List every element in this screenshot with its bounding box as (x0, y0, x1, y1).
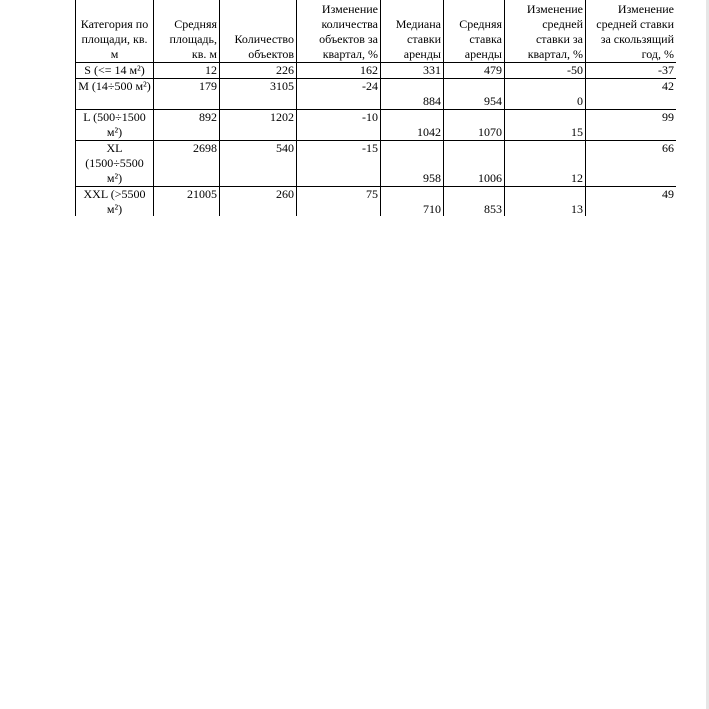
cell-category: L (500÷1500 м²) (76, 110, 154, 141)
cell-category: S (<= 14 м²) (76, 63, 154, 79)
cell-rate-change-quarter: 15 (505, 110, 586, 141)
cell-rate-change-quarter: 13 (505, 187, 586, 217)
cell-count-change: -24 (297, 79, 381, 110)
cell-median-rate: 958 (381, 141, 444, 187)
cell-category: XXL (>5500 м²) (76, 187, 154, 217)
cell-average-rate: 479 (444, 63, 505, 79)
table-row (76, 187, 677, 217)
cell-rate-change-quarter: 0 (505, 79, 586, 110)
cell-rate-change-year: 49 (586, 187, 677, 217)
cell-count-change: -15 (297, 141, 381, 187)
cell-count-change: 75 (297, 187, 381, 217)
cell-average-rate: 853 (444, 187, 505, 217)
header-average-area: Средняя площадь, кв. м (154, 0, 220, 63)
header-rate-change-quarter: Изменение средней ставки за квартал, % (505, 0, 586, 63)
cell-median-rate: 884 (381, 79, 444, 110)
cell-object-count: 3105 (220, 79, 297, 110)
header-object-count: Количество объектов (220, 0, 297, 63)
cell-average-area: 179 (154, 79, 220, 110)
rental-rates-table (75, 0, 676, 216)
cell-median-rate: 331 (381, 63, 444, 79)
cell-object-count: 1202 (220, 110, 297, 141)
cell-average-area: 2698 (154, 141, 220, 187)
cell-average-rate: 1070 (444, 110, 505, 141)
cell-category: XL (1500÷5500 м²) (76, 141, 154, 187)
cell-category: M (14÷500 м²) (76, 79, 154, 110)
header-average-rate: Средняя ставка аренды (444, 0, 505, 63)
cell-average-area: 12 (154, 63, 220, 79)
cell-average-rate: 954 (444, 79, 505, 110)
header-rate-change-year: Изменение средней ставки за скользящий год, % (586, 0, 677, 63)
cell-median-rate: 710 (381, 187, 444, 217)
table-viewport (75, 0, 676, 216)
cell-object-count: 540 (220, 141, 297, 187)
table-header-row (76, 0, 677, 63)
cell-median-rate: 1042 (381, 110, 444, 141)
cell-rate-change-year: 42 (586, 79, 677, 110)
table-row (76, 141, 677, 187)
table-row (76, 63, 677, 79)
cell-rate-change-year: 66 (586, 141, 677, 187)
cell-rate-change-year: -37 (586, 63, 677, 79)
cell-object-count: 226 (220, 63, 297, 79)
cell-rate-change-quarter: -50 (505, 63, 586, 79)
cell-count-change: 162 (297, 63, 381, 79)
cell-rate-change-year: 99 (586, 110, 677, 141)
header-median-rate: Медиана ставки аренды (381, 0, 444, 63)
cell-average-area: 21005 (154, 187, 220, 217)
cell-count-change: -10 (297, 110, 381, 141)
table-row (76, 110, 677, 141)
header-count-change-quarter: Изменение количества объектов за квартал, % (297, 0, 381, 63)
cell-object-count: 260 (220, 187, 297, 217)
header-area-category: Категория по площади, кв. м (76, 0, 154, 63)
table-row (76, 79, 677, 110)
cell-rate-change-quarter: 12 (505, 141, 586, 187)
cell-average-rate: 1006 (444, 141, 505, 187)
cell-average-area: 892 (154, 110, 220, 141)
